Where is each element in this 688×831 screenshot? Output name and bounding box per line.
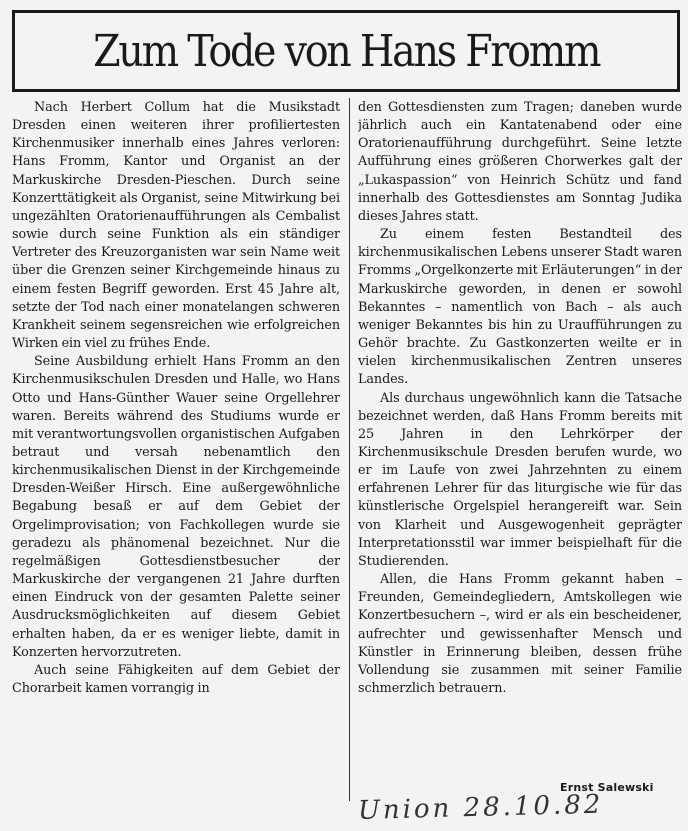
article-column-right <box>358 99 682 799</box>
headline: Zum Tode von Hans Fromm <box>92 25 600 77</box>
paragraph: Zu einem festen Bestandteil des kirchenmusikalischen Lebens unserer Stadt waren Fromms „Orgelkonzerte mit Erläuterungen“ in der Markuskirche geworden, in denen er sowohl Bekanntes – namentlich von Bach – als auch weniger Bekanntes bis hin zu Uraufführungen zu Gehör brachte. Zu Gastkonzerten weilte er in vielen kirchenmusikalischen Zentren unseres Landes. <box>358 227 682 388</box>
article-column-left <box>12 99 340 799</box>
paragraph: Auch seine Fähigkeiten auf dem Gebiet der Chorarbeit kamen vorrangig in <box>12 662 340 696</box>
paragraph: Allen, die Hans Fromm gekannt haben – Freunden, Gemeindegliedern, Amtskollegen wie Konzertbesuchern –, wird er als ein bescheidener, aufrechter und gewissenhafter Mensch und Künstler in Erinnerung bleiben, dessen frühe Vollendung sie zusammen mit seiner Familie schmerzlich betrauern. <box>358 572 682 696</box>
handwritten-source-note: Union 28.10.82 <box>357 789 604 826</box>
paragraph: Seine Ausbildung erhielt Hans Fromm an den Kirchenmusikschulen Dresden und Halle, wo Hans Otto und Hans-Günther Wauer seine Orgellehrer waren. Bereits während des Studiums wurde er mit verantwortungsvollen organistischen Aufgaben betraut und versah nebenamtlich den kirchenmusikalischen Dienst in der Kirchgemeinde Dresden-Weißer Hirsch. Eine außergewöhnliche Begabung besaß er auf dem Gebiet der Orgelimprovisation; von Fachkollegen wurde sie geradezu als phänomenal bezeichnet. Nur die regelmäßigen Gottesdienstbesucher der Markuskirche der vergangenen 21 Jahre durften einen Eindruck von der gesamten Palette seiner Ausdrucksmöglichkeiten auf diesem Gebiet erhalten haben, da er es weniger liebte, damit in Konzerten hervorzutreten. <box>12 354 340 660</box>
paragraph: Nach Herbert Collum hat die Musikstadt Dresden einen weiteren ihrer profiliertesten Kirchenmusiker innerhalb eines Jahres verloren: Hans Fromm, Kantor und Organist an der Markuskirche Dresden-Pieschen. Durch seine Konzerttätigkeit als Organist, seine Mitwirkung bei ungezählten Oratorienaufführungen als Cembalist sowie durch seine Funktion als ein ständiger Vertreter des Kreuzorganisten war sein Name weit über die Grenzen seiner Kirchgemeinde hinaus zu einem festen Begriff geworden. Erst 45 Jahre alt, setzte der Tod nach einer monatelangen schweren Krankheit seinem segensreichen wie erfolgreichen Wirken ein viel zu frühes Ende. <box>12 100 340 352</box>
headline-frame <box>12 10 680 92</box>
author-byline: Ernst Salewski <box>560 781 654 794</box>
paragraph: den Gottesdiensten zum Tragen; daneben wurde jährlich auch ein Kantatenabend oder eine Oratorienaufführung durchgeführt. Seine letzte Aufführung eines größeren Chorwerkes galt der „Lukaspassion“ von Heinrich Schütz und fand innerhalb des Gottesdienstes am Sonntag Judika dieses Jahres statt. <box>358 100 682 224</box>
column-divider <box>349 98 350 801</box>
paragraph: Als durchaus ungewöhnlich kann die Tatsache bezeichnet werden, daß Hans Fromm bereits mit 25 Jahren in den Lehrkörper der Kirchenmusikschule Dresden berufen wurde, wo er im Laufe von zwei Jahrzehnten zu einem erfahrenen Lehrer für das liturgische wie für das künstlerische Orgelspiel herangereift war. Sein von Klarheit und Ausgewogenheit geprägter Interpretationsstil war immer beispielhaft für die Studierenden. <box>358 390 682 569</box>
